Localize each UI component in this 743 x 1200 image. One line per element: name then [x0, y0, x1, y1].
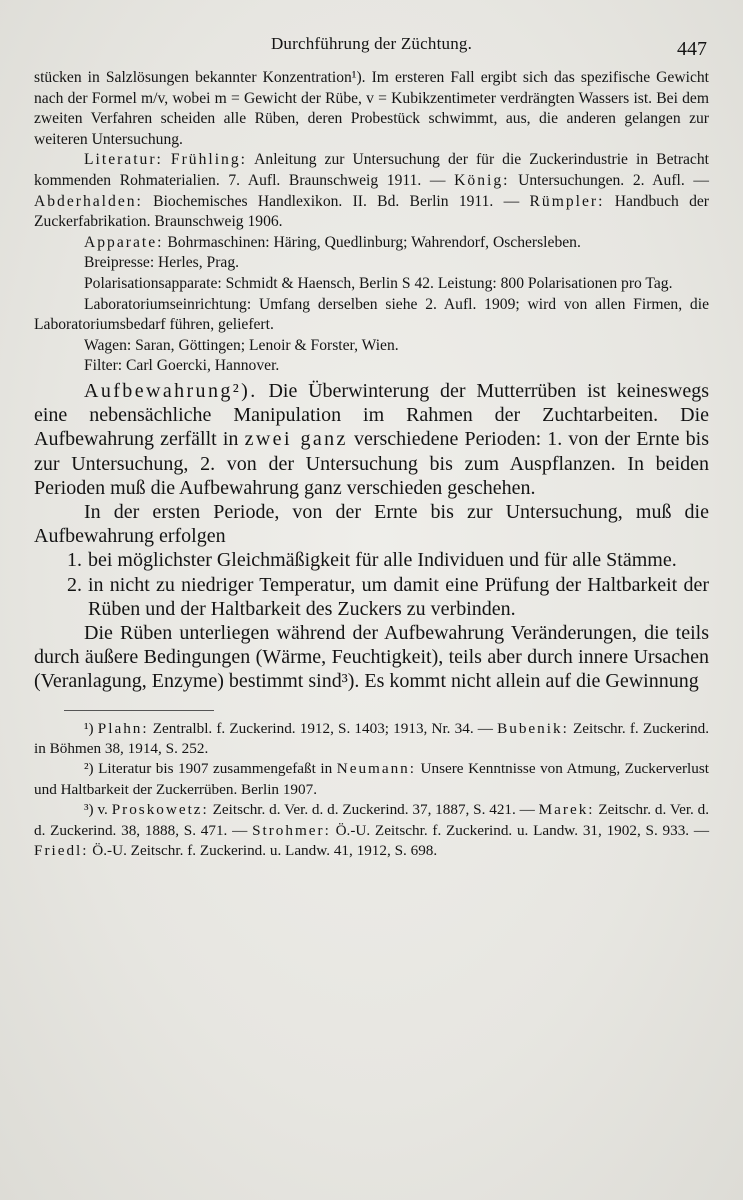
list-item-text: bei möglichster Gleichmäßigkeit für alle Individuen und für alle Stämme.: [88, 549, 677, 572]
footnote-3-text-4: Ö.-U. Zeitschr. f. Zuckerind. u. Landw. 41, 1912, S. 698.: [92, 841, 438, 859]
footnote-1-mark: ¹): [84, 719, 94, 737]
footnote-2-author-neumann: Neumann:: [336, 760, 416, 778]
paragraph-storage-intro: [34, 379, 709, 500]
footnote-3: [34, 800, 709, 861]
paragraph-specific-gravity: stücken in Salzlösungen bekannter Konzentration¹). Im ersteren Fall ergibt sich das spezifische Gewicht nach der Formel m/v, wobei m = Gewicht der Rübe, v = Kubikzentimeter verdrängten Wassers ist. Bei dem zweiten Verfahren scheiden alle Rüben, deren Probestück schwimmt, aus, die anderen gelangen zur weiteren Untersuchung.: [34, 69, 709, 148]
filter-line: Filter: Carl Goercki, Hannover.: [84, 357, 280, 375]
footnote-3-mark: ³): [84, 801, 94, 819]
literature-label: Literatur:: [84, 151, 163, 169]
literature-text-4: Handbuch der Zuckerfabrikation. Braunschweig 1906.: [34, 192, 709, 231]
literature-author-abderhalden: Abderhalden:: [34, 192, 143, 210]
footnote-3-text-1: Zeitschr. d. Ver. d. d. Zuckerind. 37, 1887, S. 421. —: [212, 801, 535, 819]
list-item: [34, 573, 709, 621]
footnote-3-prefix: v.: [97, 801, 108, 819]
footnote-3-author-marek: Marek:: [538, 801, 595, 819]
apparatus-paragraph: [34, 233, 709, 254]
list-item: [34, 548, 709, 572]
literature-text-1: Anleitung zur Untersuchung der für die Zuckerindustrie in Betracht kommenden Rohmaterialien. 7. Aufl. Braunschweig 1911. —: [34, 151, 709, 189]
footnote-2-mark: ²): [84, 760, 94, 778]
list-item-number: 2.: [67, 573, 82, 596]
literature-author-koenig: König:: [454, 171, 510, 189]
footnote-1-text-2: Zeitschr. f. Zuckerind. in Böhmen 38, 1914, S. 252.: [34, 719, 710, 757]
small-print-section: [34, 68, 709, 377]
paragraph-changes: Die Rüben unterliegen während der Aufbewahrung Veränderungen, die teils durch äußere Bedingungen (Wärme, Feuchtigkeit), teils aber durch innere Ursachen (Veranlagung, Enzyme) bestimmt sind³). Es kommt nicht allein auf die Gewinnung: [34, 621, 709, 693]
page-number: 447: [677, 38, 707, 60]
storage-emphasis: zwei ganz: [244, 428, 348, 451]
footnote-2-text-1: Literatur bis 1907 zusammengefaßt in: [98, 760, 333, 778]
footnote-divider: [64, 710, 214, 711]
polarisation-line: Polarisationsapparate: Schmidt & Haensch, Berlin S 42. Leistung: 800 Polarisationen pro Tag.: [84, 274, 673, 292]
storage-text-a: Die Überwinterung der Mutterrüben ist keineswegs eine nebensächliche Manipulation im Rahmen der Zuchtarbeiten. Die Aufbewahrung zerfällt in: [34, 379, 710, 451]
footnote-1: [34, 719, 709, 760]
footnote-1-author-bubenik: Bubenik:: [497, 719, 569, 737]
laboratory-line: Laboratoriumseinrichtung: Umfang derselben siehe 2. Aufl. 1909; wird von allen Firmen, die Laboratoriumsbedarf führen, geliefert.: [34, 295, 709, 334]
footnote-3-text-3: Ö.-U. Zeitschr. f. Zuckerind. u. Landw. 31, 1902, S. 933. —: [335, 821, 710, 839]
footnote-1-author-plahn: Plahn:: [97, 719, 149, 737]
footnote-2: [34, 759, 709, 800]
breipresse-line: Breipresse: Herles, Prag.: [84, 254, 240, 272]
storage-heading: Aufbewahrung²).: [84, 379, 258, 402]
literature-paragraph: [34, 150, 709, 232]
paragraph-first-period: In der ersten Periode, von der Ernte bis zur Untersuchung, muß die Aufbewahrung erfolgen: [34, 500, 709, 548]
literature-author-ruempler: Rümpler:: [529, 192, 605, 210]
footnote-1-text-1: Zentralbl. f. Zuckerind. 1912, S. 1403; 1913, Nr. 34. —: [152, 719, 493, 737]
list-item-number: 1.: [67, 549, 82, 572]
apparatus-label: Apparate:: [84, 233, 164, 251]
running-title: Durchführung der Züchtung.: [270, 34, 473, 53]
storage-text-a-end: verschiedene Perioden: 1. von der Ernte bis zur Untersuchung, 2. von der Untersuchung bis zum Auspflanzen. In beiden Perioden muß die Aufbewahrung ganz verschieden geschehen.: [34, 428, 710, 499]
footnote-3-author-friedl: Friedl:: [34, 841, 89, 859]
footnote-3-author-strohmer: Strohmer:: [252, 821, 331, 839]
literature-text-3: Biochemisches Handlexikon. II. Bd. Berlin 1911. —: [153, 192, 520, 210]
running-header: [34, 28, 709, 68]
literature-author-fruehling: Frühling:: [170, 151, 247, 169]
apparatus-text: Bohrmaschinen: Häring, Quedlinburg; Wahrendorf, Oschersleben.: [167, 233, 581, 251]
scales-line: Wagen: Saran, Göttingen; Lenoir & Forster, Wien.: [84, 336, 399, 354]
footnote-3-text-2: Zeitschr. d. Ver. d. d. Zuckerind. 38, 1888, S. 471. —: [34, 801, 710, 839]
main-text-section: [34, 379, 709, 694]
footnotes-section: [34, 719, 709, 862]
footnote-3-author-proskowetz: Proskowetz:: [111, 801, 209, 819]
list-item-text: in nicht zu niedriger Temperatur, um damit eine Prüfung der Haltbarkeit der Rüben und der Haltbarkeit des Zuckers zu verbinden.: [88, 573, 709, 620]
footnote-2-text-2: Unsere Kenntnisse von Atmung, Zuckerverlust und Haltbarkeit der Zuckerrüben. Berlin 1907.: [34, 760, 710, 798]
literature-text-2: Untersuchungen. 2. Aufl. —: [518, 171, 709, 189]
